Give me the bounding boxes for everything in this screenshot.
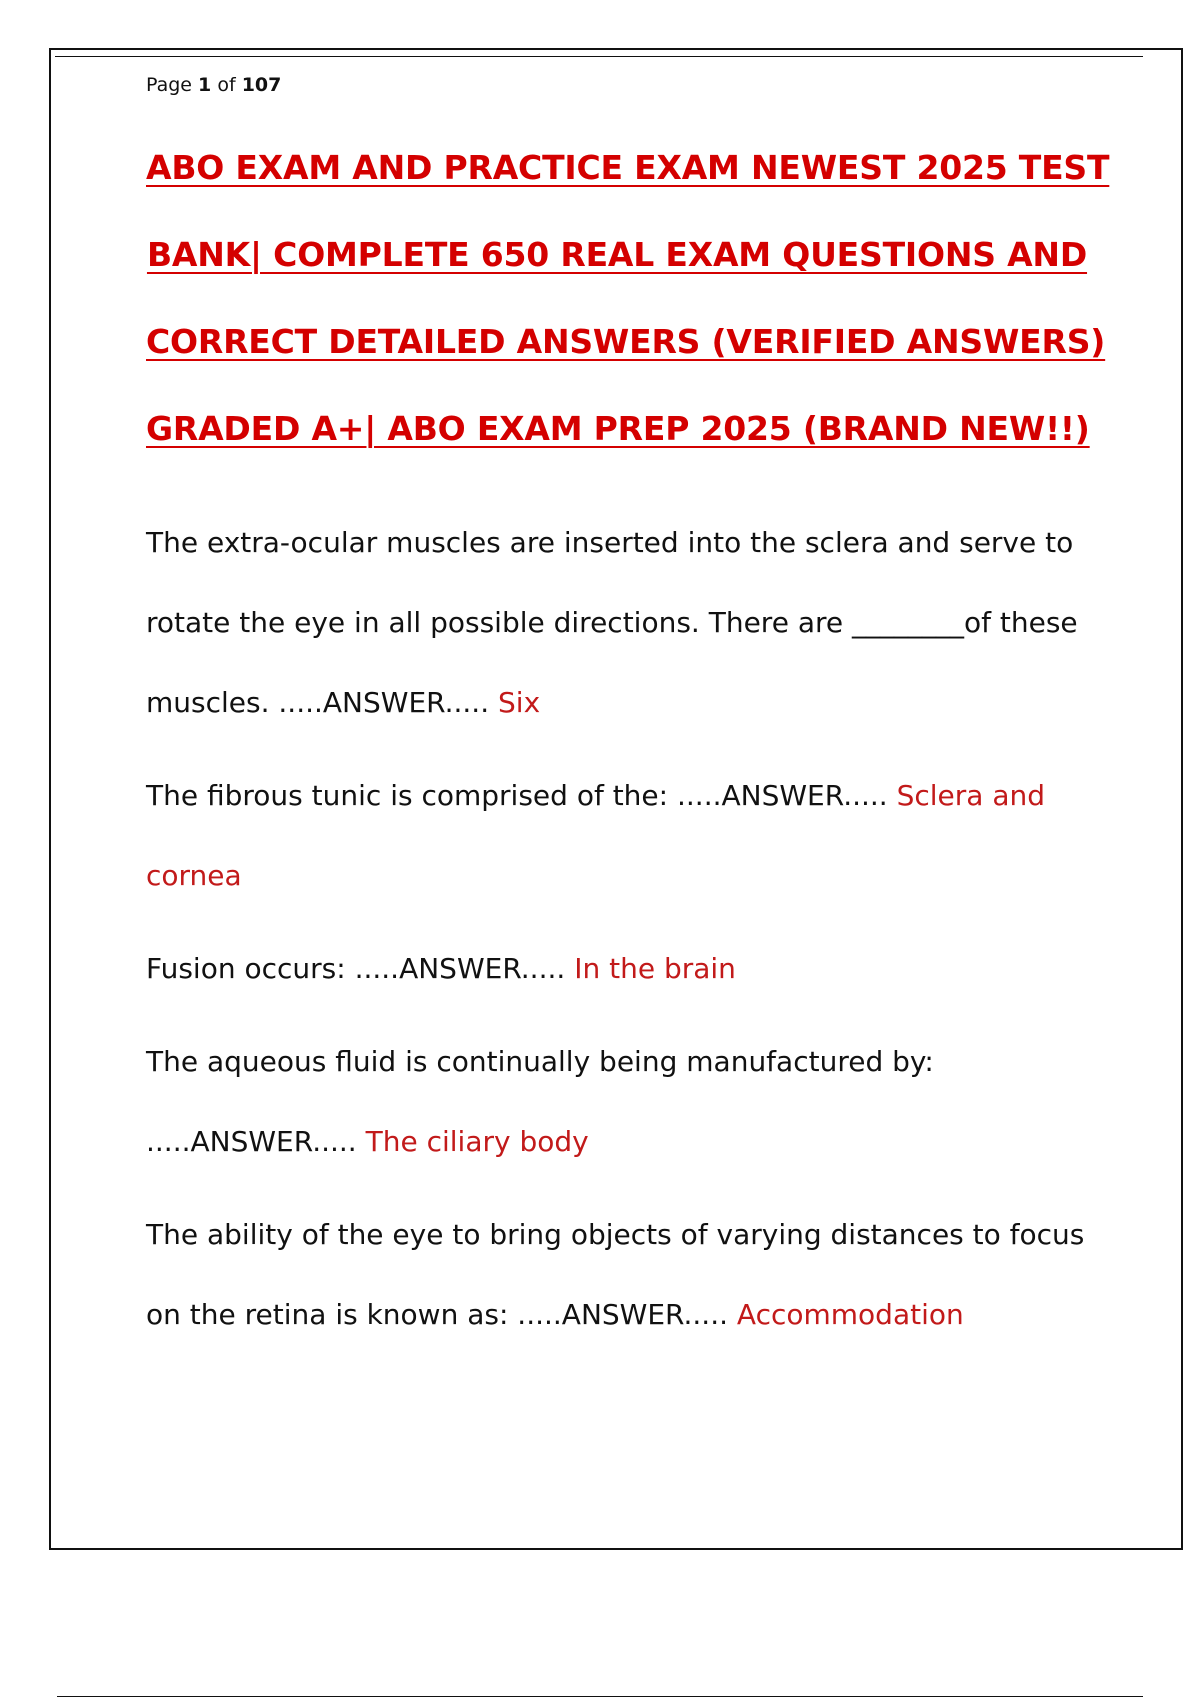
question-list: [146, 503, 1086, 1368]
page-current: 1: [198, 74, 212, 96]
page-total: 107: [241, 74, 282, 96]
question-item: [146, 503, 1086, 743]
question-item: [146, 929, 1086, 1009]
title-line-3: CORRECT DETAILED ANSWERS (VERIFIED ANSWERS): [146, 322, 1106, 361]
answer-text: The ciliary body: [365, 1125, 589, 1158]
question-text: The aqueous fluid is continually being manufactured by: .....ANSWER.....: [146, 1045, 934, 1158]
page-counter: [146, 74, 281, 96]
page-label: Page: [146, 74, 192, 96]
question-text: Fusion occurs: .....ANSWER.....: [146, 952, 575, 985]
title-line-4: GRADED A+| ABO EXAM PREP 2025 (BRAND NEW!!): [146, 409, 1090, 448]
question-item: [146, 756, 1086, 916]
answer-text: Accommodation: [736, 1298, 964, 1331]
question-item: [146, 1022, 1086, 1182]
page-of-label: of: [217, 74, 236, 96]
answer-text: In the brain: [574, 952, 736, 985]
title-line-1: ABO EXAM AND PRACTICE EXAM NEWEST 2025 TEST: [146, 148, 1110, 187]
answer-text: Six: [498, 686, 541, 719]
question-text: The ability of the eye to bring objects of varying distances to focus on the retina is known as: .....ANSWER.....: [146, 1218, 1085, 1331]
answer-text: Sclera and cornea: [146, 779, 1046, 892]
next-page-top-rule: [57, 1696, 1143, 1697]
question-text: The extra-ocular muscles are inserted into the sclera and serve to rotate the eye in all possible directions. There are ________of these muscles. .....ANSWER.....: [146, 526, 1078, 719]
question-item: [146, 1195, 1086, 1355]
document-title: [146, 138, 1110, 486]
title-line-2: BANK| COMPLETE 650 REAL EXAM QUESTIONS AND: [146, 235, 1088, 274]
question-text: The fibrous tunic is comprised of the: .....ANSWER.....: [146, 779, 897, 812]
top-rule: [55, 56, 1143, 57]
